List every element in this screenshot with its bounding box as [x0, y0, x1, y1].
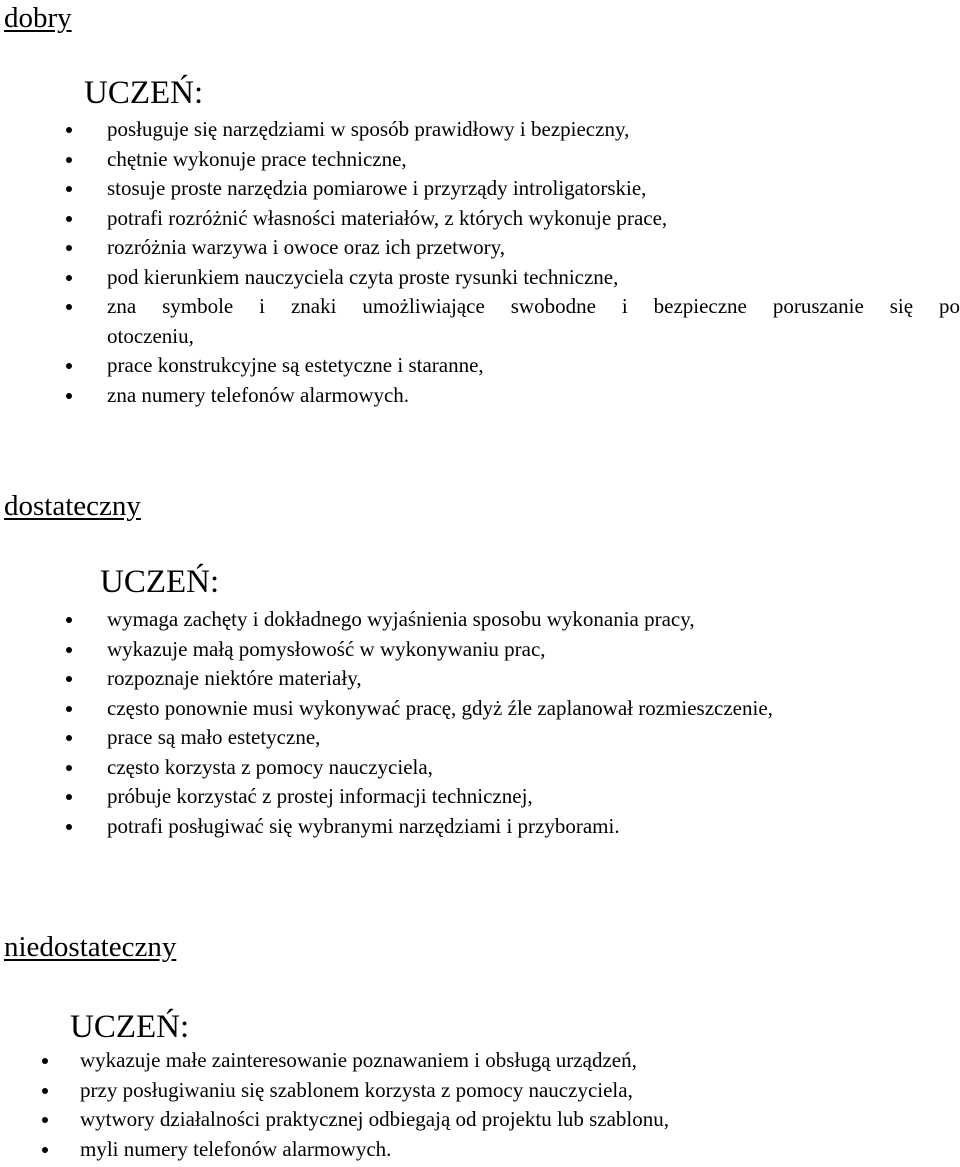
- bullet-icon: [66, 275, 72, 281]
- list-item: [80, 1046, 950, 1076]
- list-item: [107, 204, 960, 234]
- list-item-text: rozpoznaje niektóre materiały,: [107, 666, 362, 690]
- list-item-text: rozróżnia warzywa i owoce oraz ich przetwory,: [107, 235, 506, 259]
- bullet-icon: [66, 393, 72, 399]
- list-item-text: wytwory działalności praktycznej odbiegają od projektu lub szablonu,: [80, 1107, 669, 1131]
- list-item-text: często ponownie musi wykonywać pracę, gdyż źle zaplanował rozmieszczenie,: [107, 695, 773, 720]
- list-item-text: myli numery telefonów alarmowych.: [80, 1136, 392, 1161]
- list-item-text: pod kierunkiem nauczyciela czyta proste rysunki techniczne,: [107, 264, 619, 289]
- list-item-text: stosuje proste narzędzia pomiarowe i przyrządy introligatorskie,: [107, 176, 647, 200]
- list-item-text: prace konstrukcyjne są estetyczne i staranne,: [107, 353, 484, 377]
- list-item: [107, 694, 947, 724]
- list-item: [107, 812, 947, 842]
- bullet-icon: [66, 617, 72, 623]
- list-item-text: otoczeniu,: [107, 323, 194, 348]
- list-item: [107, 351, 960, 381]
- bullet-icon: [42, 1147, 48, 1153]
- list-item-text: potrafi posługiwać się wybranymi narzędziami i przyborami.: [107, 813, 620, 838]
- list-item: [80, 1105, 950, 1135]
- grade-heading-dostateczny: dostateczny: [4, 490, 141, 522]
- list-item: [107, 263, 960, 293]
- bullet-icon: [66, 304, 72, 310]
- list-item-text: próbuje korzystać z prostej informacji technicznej,: [107, 784, 533, 808]
- student-heading: UCZEŃ:: [70, 1009, 190, 1045]
- list-item: [107, 145, 960, 175]
- list-item: [107, 292, 960, 322]
- bullet-icon: [42, 1117, 48, 1123]
- bullet-icon: [66, 127, 72, 133]
- list-item-text: zna symbole i znaki umożliwiające swobodne i bezpieczne poruszanie się po: [107, 294, 960, 318]
- list-item: [107, 115, 960, 145]
- list-item-text: zna numery telefonów alarmowych.: [107, 382, 410, 407]
- bullet-icon: [66, 647, 72, 653]
- bullet-icon: [66, 706, 72, 712]
- list-item: [107, 174, 960, 204]
- bullet-icon: [42, 1058, 48, 1064]
- list-item-continuation: [107, 322, 960, 352]
- list-item: [107, 782, 947, 812]
- list-item-text: wykazuje małe zainteresowanie poznawaniem i obsługą urządzeń,: [80, 1048, 637, 1072]
- student-heading: UCZEŃ:: [84, 75, 204, 111]
- list-item: [107, 723, 947, 753]
- bullet-icon: [66, 735, 72, 741]
- list-item-text: często korzysta z pomocy nauczyciela,: [107, 754, 433, 779]
- list-item: [107, 605, 947, 635]
- list-item-text: chętnie wykonuje prace techniczne,: [107, 146, 407, 171]
- criteria-list-dobry: [107, 115, 960, 410]
- bullet-icon: [66, 824, 72, 830]
- grade-heading-dobry: dobry: [4, 2, 72, 34]
- list-item-text: wymaga zachęty i dokładnego wyjaśnienia sposobu wykonania pracy,: [107, 607, 695, 631]
- bullet-icon: [66, 186, 72, 192]
- bullet-icon: [66, 157, 72, 163]
- grade-heading-niedostateczny: niedostateczny: [4, 931, 177, 963]
- bullet-icon: [42, 1088, 48, 1094]
- list-item: [107, 664, 947, 694]
- bullet-icon: [66, 676, 72, 682]
- bullet-icon: [66, 216, 72, 222]
- list-item: [80, 1135, 950, 1165]
- list-item-text: potrafi rozróżnić własności materiałów, z których wykonuje prace,: [107, 205, 668, 230]
- criteria-list-dostateczny: [107, 605, 947, 841]
- list-item-text: wykazuje małą pomysłowość w wykonywaniu prac,: [107, 636, 546, 661]
- list-item-text: przy posługiwaniu się szablonem korzysta z pomocy nauczyciela,: [80, 1077, 633, 1102]
- list-item: [107, 381, 960, 411]
- bullet-icon: [66, 363, 72, 369]
- criteria-list-niedostateczny: [80, 1046, 950, 1164]
- student-heading: UCZEŃ:: [100, 564, 220, 600]
- list-item-text: prace są mało estetyczne,: [107, 725, 321, 749]
- list-item: [107, 635, 947, 665]
- bullet-icon: [66, 765, 72, 771]
- list-item-text: posługuje się narzędziami w sposób prawidłowy i bezpieczny,: [107, 117, 630, 141]
- list-item: [107, 753, 947, 783]
- bullet-icon: [66, 245, 72, 251]
- list-item: [107, 233, 960, 263]
- bullet-icon: [66, 794, 72, 800]
- list-item: [80, 1076, 950, 1106]
